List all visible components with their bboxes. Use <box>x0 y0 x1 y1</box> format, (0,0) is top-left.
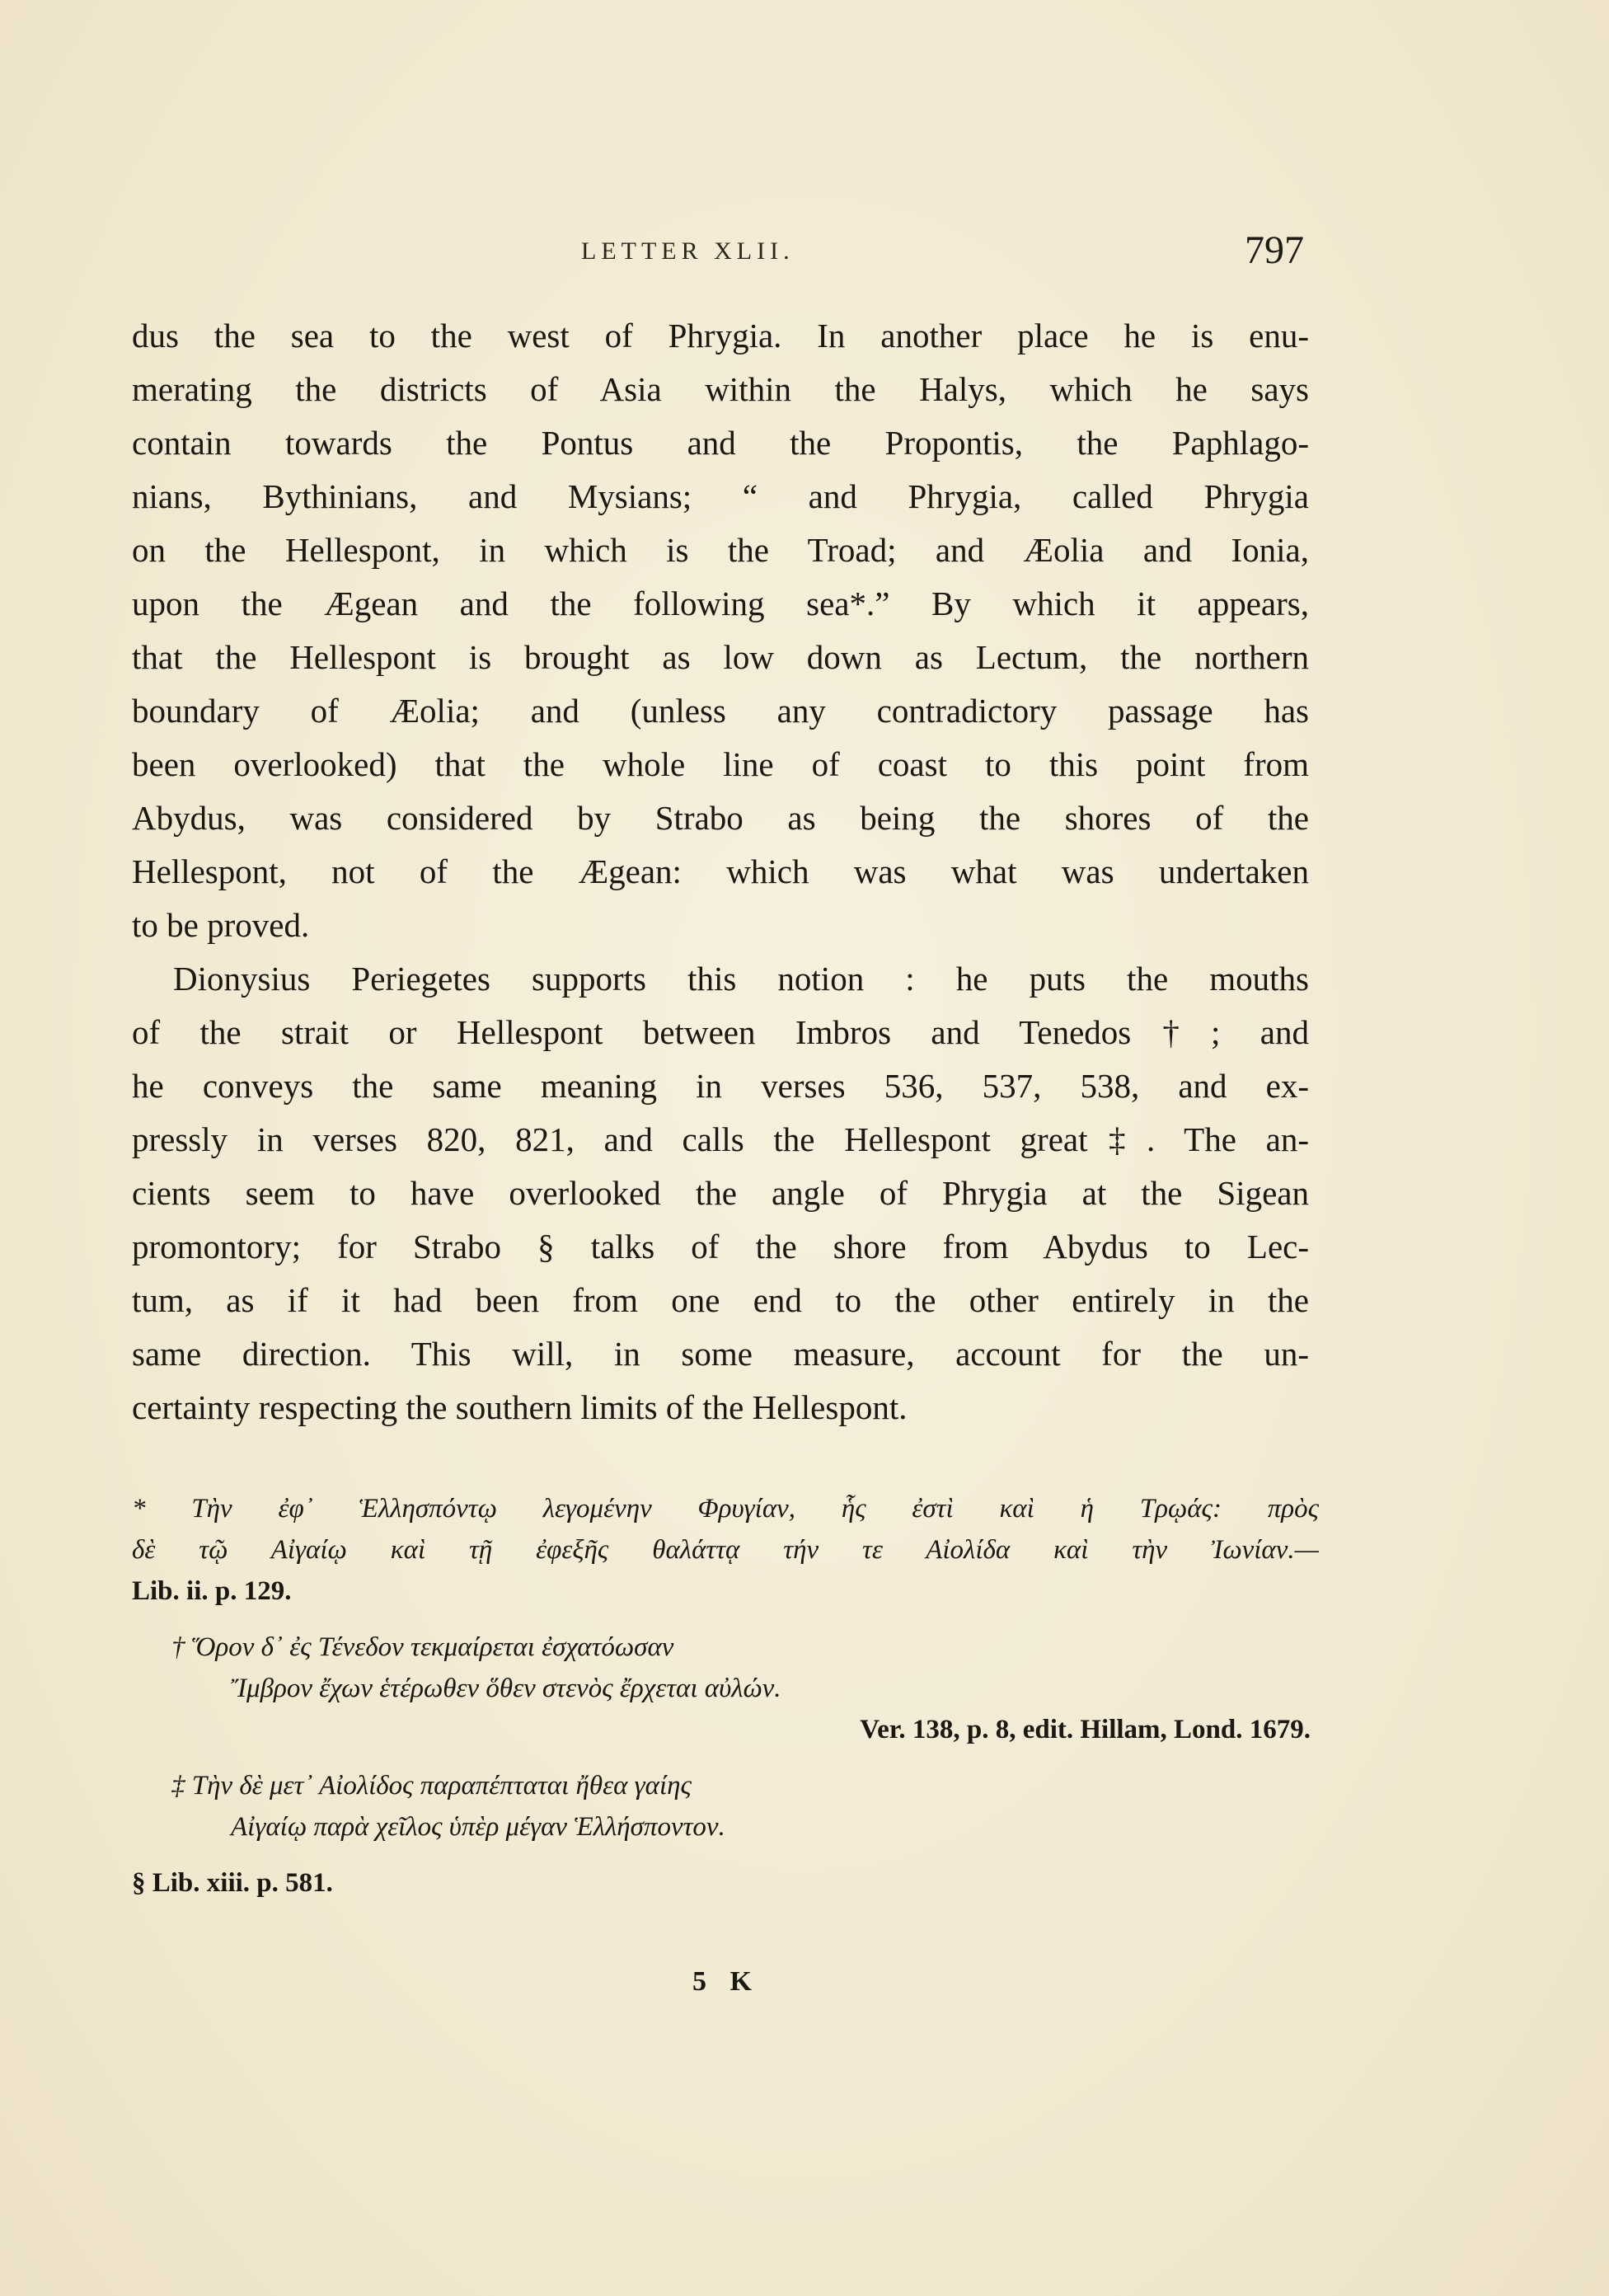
signature-mark: 5 K <box>692 1966 760 1997</box>
text-line: been overlooked) that the whole line of coast to this point from <box>132 745 1309 783</box>
main-text <box>132 309 1309 1434</box>
text-line: that the Hellespont is brought as low down as Lectum, the northern <box>132 638 1309 676</box>
text-line: merating the districts of Asia within the Halys, which he says <box>132 370 1309 408</box>
footnote-1-line-1: * Τὴν ἐφ᾽ Ἑλλησπόντῳ λεγομένην Φρυγίαν, ἧς ἐστὶ καὶ ἡ Τρῳάς: πρὸς <box>132 1494 1319 1524</box>
footnote-1-reference: Lib. ii. p. 129. <box>132 1576 292 1606</box>
text-line: cients seem to have overlooked the angle of Phrygia at the Sigean <box>132 1174 1309 1212</box>
footnote-2-line-1: † Ὅρον δ᾽ ἐς Τένεδον τεκμαίρεται ἐσχατόωσαν <box>171 1632 674 1662</box>
page-number: 797 <box>1245 228 1304 272</box>
text-line: on the Hellespont, in which is the Troad; and Æolia and Ionia, <box>132 531 1309 569</box>
footnote-2-line-2: Ἴμβρον ἔχων ἑτέρωθεν ὅθεν στενὸς ἔρχεται αὐλών. <box>231 1674 781 1703</box>
text-line: same direction. This will, in some measure, account for the un- <box>132 1335 1309 1373</box>
footnote-4-reference: § Lib. xiii. p. 581. <box>132 1868 333 1898</box>
text-line: promontory; for Strabo § talks of the shore from Abydus to Lec- <box>132 1228 1309 1265</box>
text-line: tum, as if it had been from one end to the other entirely in the <box>132 1281 1309 1319</box>
text-line: certainty respecting the southern limits of the Hellespont. <box>132 1388 908 1426</box>
text-line: to be proved. <box>132 906 310 944</box>
text-line: Abydus, was considered by Strabo as being the shores of the <box>132 799 1309 837</box>
text-line: boundary of Æolia; and (unless any contradictory passage has <box>132 692 1309 730</box>
text-line: Hellespont, not of the Ægean: which was what was undertaken <box>132 852 1309 890</box>
footnote-2-reference: Ver. 138, p. 8, edit. Hillam, Lond. 1679. <box>860 1715 1311 1744</box>
footnote-3-line-1: ‡ Τὴν δὲ μετ᾽ Αἰολίδος παραπέπταται ἤθεα γαίης <box>171 1771 692 1801</box>
page-header <box>132 229 1319 287</box>
text-line: of the strait or Hellespont between Imbros and Tenedos†; and <box>132 1013 1309 1051</box>
text-line: pressly in verses 820, 821, and calls the Hellespont great‡. The an- <box>132 1120 1309 1158</box>
footnote-1-line-2: δὲ τῷ Αἰγαίῳ καὶ τῇ ἐφεξῆς θαλάττᾳ τήν τε Αἰολίδα καὶ τὴν Ἰωνίαν.— <box>132 1535 1319 1565</box>
text-line: upon the Ægean and the following sea*.” By which it appears, <box>132 585 1309 622</box>
text-line: nians, Bythinians, and Mysians; “ and Phrygia, called Phrygia <box>132 477 1309 515</box>
running-head: LETTER XLII. <box>581 237 795 265</box>
text-line: contain towards the Pontus and the Propontis, the Paphlago- <box>132 424 1309 462</box>
footnote-3-line-2: Αἰγαίῳ παρὰ χεῖλος ὑπὲρ μέγαν Ἑλλήσποντον. <box>231 1812 725 1842</box>
text-line: Dionysius Periegetes supports this notion : he puts the mouths <box>173 960 1309 998</box>
footnotes <box>132 1488 1319 1904</box>
text-line: he conveys the same meaning in verses 536, 537, 538, and ex- <box>132 1067 1309 1105</box>
text-line: dus the sea to the west of Phrygia. In another place he is enu- <box>132 317 1309 354</box>
